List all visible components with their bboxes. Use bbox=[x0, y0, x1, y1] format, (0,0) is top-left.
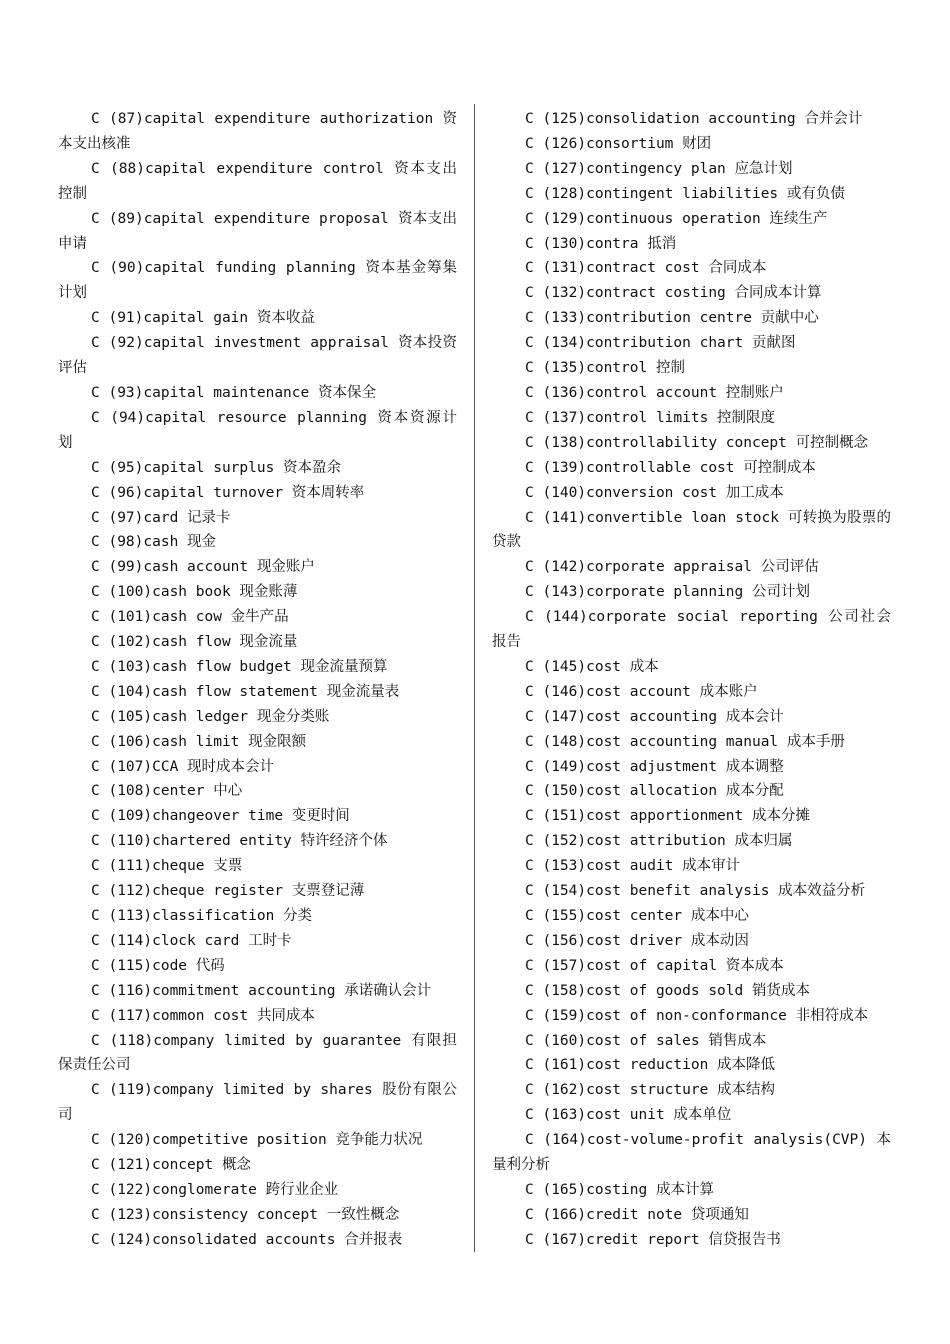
glossary-entry: C (101)cash cow 金牛产品 bbox=[91, 609, 289, 626]
glossary-entry: C (89)capital expenditure proposal 资本支出申请 bbox=[58, 210, 457, 252]
glossary-entry: C (91)capital gain 资本收益 bbox=[91, 310, 315, 327]
glossary-entry: C (128)contingent liabilities 或有负债 bbox=[525, 185, 845, 202]
glossary-column-left bbox=[58, 107, 457, 1253]
glossary-entry: C (87)capital expenditure authorization 资本支出核准 bbox=[58, 111, 457, 152]
glossary-column-right bbox=[492, 107, 891, 1253]
glossary-entry: C (138)controllability concept 可控制概念 bbox=[525, 434, 869, 451]
glossary-entry: C (154)cost benefit analysis 成本效益分析 bbox=[525, 883, 866, 900]
glossary-entry: C (147)cost accounting 成本会计 bbox=[525, 708, 784, 725]
glossary-entry: C (95)capital surplus 资本盈余 bbox=[91, 459, 342, 476]
glossary-entry: C (134)contribution chart 贡献图 bbox=[525, 335, 796, 352]
glossary-entry: C (120)competitive position 竞争能力状况 bbox=[91, 1132, 423, 1149]
glossary-entry: C (149)cost adjustment 成本调整 bbox=[525, 758, 784, 775]
glossary-entry: C (118)company limited by guarantee 有限担保责任公司 bbox=[58, 1032, 457, 1074]
glossary-entry: C (137)control limits 控制限度 bbox=[525, 409, 776, 426]
glossary-entry: C (136)control account 控制账户 bbox=[525, 384, 784, 401]
glossary-entry: C (139)controllable cost 可控制成本 bbox=[525, 459, 816, 476]
glossary-entry: C (130)contra 抵消 bbox=[525, 235, 677, 252]
glossary-entry: C (143)corporate planning 公司计划 bbox=[525, 584, 810, 601]
glossary-entry: C (108)center 中心 bbox=[91, 783, 243, 800]
glossary-entry: C (157)cost of capital 资本成本 bbox=[525, 957, 784, 974]
glossary-entry: C (151)cost apportionment 成本分摊 bbox=[525, 808, 810, 825]
glossary-entry: C (126)consortium 财团 bbox=[525, 135, 712, 152]
glossary-entry: C (158)cost of goods sold 销货成本 bbox=[525, 982, 810, 999]
glossary-entry: C (92)capital investment appraisal 资本投资评估 bbox=[58, 335, 457, 377]
glossary-entry: C (133)contribution centre 贡献中心 bbox=[525, 310, 819, 327]
glossary-entry: C (142)corporate appraisal 公司评估 bbox=[525, 559, 819, 576]
glossary-entry: C (110)chartered entity 特许经济个体 bbox=[91, 833, 388, 850]
glossary-entry: C (90)capital funding planning 资本基金筹集计划 bbox=[58, 260, 457, 302]
glossary-entry: C (99)cash account 现金账户 bbox=[91, 559, 315, 576]
glossary-entry: C (160)cost of sales 销售成本 bbox=[525, 1032, 767, 1049]
glossary-entry: C (166)credit note 贷项通知 bbox=[525, 1206, 749, 1223]
glossary-entry: C (112)cheque register 支票登记薄 bbox=[91, 883, 365, 900]
glossary-entry: C (122)conglomerate 跨行业企业 bbox=[91, 1181, 339, 1198]
glossary-entry: C (148)cost accounting manual 成本手册 bbox=[525, 733, 845, 750]
glossary-entry: C (127)contingency plan 应急计划 bbox=[525, 160, 793, 177]
glossary-entry: C (109)changeover time 变更时间 bbox=[91, 808, 350, 825]
glossary-entry: C (123)consistency concept 一致性概念 bbox=[91, 1206, 400, 1223]
glossary-entry: C (88)capital expenditure control 资本支出控制 bbox=[58, 160, 457, 202]
column-divider bbox=[474, 104, 475, 1252]
glossary-entry: C (93)capital maintenance 资本保全 bbox=[91, 384, 376, 401]
glossary-entry: C (116)commitment accounting 承诺确认会计 bbox=[91, 982, 432, 999]
glossary-entry: C (165)costing 成本计算 bbox=[525, 1181, 714, 1198]
glossary-entry: C (132)contract costing 合同成本计算 bbox=[525, 285, 822, 302]
glossary-entry: C (163)cost unit 成本单位 bbox=[525, 1107, 732, 1124]
glossary-entry: C (121)concept 概念 bbox=[91, 1157, 251, 1174]
glossary-entry: C (111)cheque 支票 bbox=[91, 858, 243, 875]
glossary-entry: C (94)capital resource planning 资本资源计划 bbox=[58, 409, 457, 451]
glossary-entry: C (96)capital turnover 资本周转率 bbox=[91, 484, 365, 501]
glossary-entry: C (144)corporate social reporting 公司社会报告 bbox=[492, 609, 891, 651]
glossary-entry: C (125)consolidation accounting 合并会计 bbox=[525, 111, 863, 127]
glossary-entry: C (152)cost attribution 成本归属 bbox=[525, 833, 793, 850]
glossary-entry: C (105)cash ledger 现金分类账 bbox=[91, 708, 330, 725]
glossary-entry: C (140)conversion cost 加工成本 bbox=[525, 484, 784, 501]
glossary-entry: C (106)cash limit 现金限额 bbox=[91, 733, 307, 750]
glossary-entry: C (119)company limited by shares 股份有限公司 bbox=[58, 1082, 457, 1124]
glossary-entry: C (107)CCA 现时成本会计 bbox=[91, 758, 275, 775]
glossary-entry: C (103)cash flow budget 现金流量预算 bbox=[91, 658, 388, 675]
glossary-entry: C (100)cash book 现金账薄 bbox=[91, 584, 298, 601]
glossary-entry: C (164)cost-volume-profit analysis(CVP) 本量利分析 bbox=[492, 1132, 891, 1174]
glossary-entry: C (124)consolidated accounts 合并报表 bbox=[91, 1231, 403, 1248]
glossary-entry: C (162)cost structure 成本结构 bbox=[525, 1082, 776, 1099]
glossary-entry: C (129)continuous operation 连续生产 bbox=[525, 210, 828, 227]
glossary-entry: C (102)cash flow 现金流量 bbox=[91, 634, 298, 651]
glossary-entry: C (159)cost of non-conformance 非相符成本 bbox=[525, 1007, 869, 1024]
glossary-entry: C (97)card 记录卡 bbox=[91, 509, 231, 526]
glossary-entry: C (167)credit report 信贷报告书 bbox=[525, 1231, 781, 1248]
glossary-entry: C (135)control 控制 bbox=[525, 360, 685, 377]
glossary-entry: C (131)contract cost 合同成本 bbox=[525, 260, 767, 277]
glossary-entry: C (161)cost reduction 成本降低 bbox=[525, 1057, 776, 1074]
glossary-entry: C (98)cash 现金 bbox=[91, 534, 217, 551]
glossary-entry: C (113)classification 分类 bbox=[91, 908, 313, 924]
glossary-entry: C (117)common cost 共同成本 bbox=[91, 1007, 315, 1024]
glossary-entry: C (156)cost driver 成本动因 bbox=[525, 932, 749, 949]
glossary-entry: C (155)cost center 成本中心 bbox=[525, 908, 749, 924]
glossary-entry: C (114)clock card 工时卡 bbox=[91, 932, 292, 949]
glossary-entry: C (145)cost 成本 bbox=[525, 658, 659, 675]
glossary-entry: C (146)cost account 成本账户 bbox=[525, 683, 758, 700]
glossary-entry: C (153)cost audit 成本审计 bbox=[525, 858, 741, 875]
glossary-entry: C (115)code 代码 bbox=[91, 957, 225, 974]
glossary-entry: C (150)cost allocation 成本分配 bbox=[525, 783, 784, 800]
glossary-entry: C (141)convertible loan stock 可转换为股票的贷款 bbox=[492, 509, 891, 551]
glossary-entry: C (104)cash flow statement 现金流量表 bbox=[91, 683, 400, 700]
